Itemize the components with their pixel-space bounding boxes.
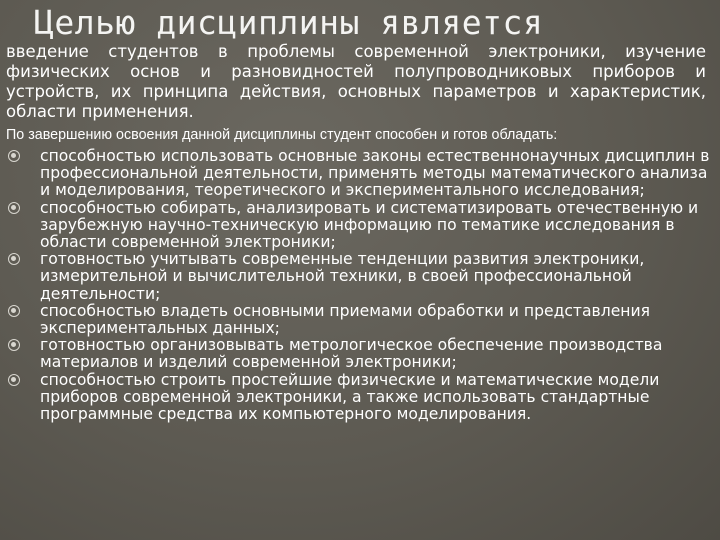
list-item bbox=[0, 200, 716, 252]
list-item-text: способностью собирать, анализировать и систематизировать отечественную и зарубежную научно-техническую информацию по тематике исследования в области современной электроники; bbox=[40, 198, 699, 252]
slide-title: Целью дисциплины является bbox=[34, 3, 544, 42]
circle-bullet-icon bbox=[8, 305, 20, 317]
list-item bbox=[0, 372, 716, 424]
circle-bullet-icon bbox=[8, 150, 20, 162]
competence-lead: По завершению освоения данной дисциплины студент способен и готов обладать: bbox=[6, 127, 558, 143]
circle-bullet-icon bbox=[8, 202, 20, 214]
list-item-text: способностью владеть основными приемами обработки и представления экспериментальных данных; bbox=[40, 301, 651, 338]
list-item bbox=[0, 148, 716, 200]
list-item-text: готовностью организовывать метрологическое обеспечение производства материалов и изделий современной электроники; bbox=[40, 336, 663, 372]
list-item-text: готовностью учитывать современные тенденции развития электроники, измерительной и вычислительной техники, в своей профессиональной деятельности; bbox=[40, 250, 645, 303]
list-item bbox=[0, 251, 716, 303]
competence-list bbox=[0, 148, 720, 423]
list-item-text: способностью использовать основные законы естественнонаучных дисциплин в профессиональной деятельности, применять методы математического анализа и моделирования, теоретического и экспериментального исследования; bbox=[40, 147, 710, 200]
list-item bbox=[0, 303, 716, 337]
list-item bbox=[0, 337, 716, 371]
circle-bullet-icon bbox=[8, 253, 20, 265]
circle-bullet-icon bbox=[8, 339, 20, 351]
circle-bullet-icon bbox=[8, 374, 20, 386]
intro-paragraph: введение студентов в проблемы современной электроники, изучение физических основ и разновидностей полупроводниковых приборов и устройств, их принципа действия, основных параметров и характеристик, области применения. bbox=[6, 42, 706, 121]
list-item-text: способностью строить простейшие физические и математические модели приборов современной электроники, а также использовать стандартные программные средства их компьютерного моделирования. bbox=[40, 370, 660, 424]
